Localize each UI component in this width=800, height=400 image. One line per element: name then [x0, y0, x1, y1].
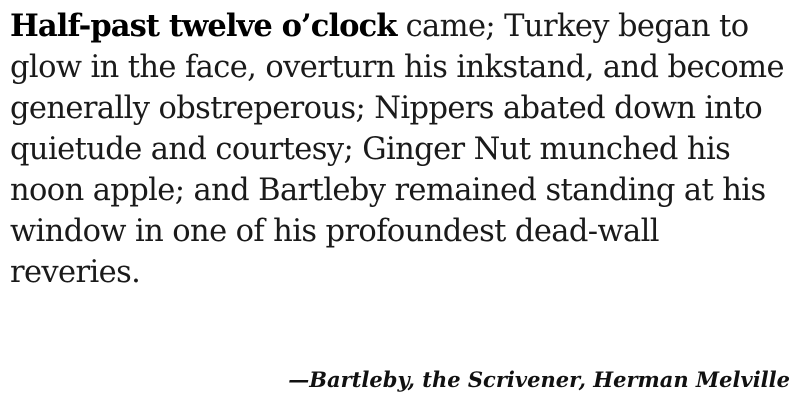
quote-body-text: came; Turkey began to glow in the face, overturn his inkstand, and become generally obstreperous; Nippers abated down into quietude and courtesy; Ginger Nut munched his noon apple; and Bartleby remained standing at his window in one of his profoundest dead-wall reveries.	[10, 9, 784, 290]
quote-attribution: —Bartleby, the Scrivener, Herman Melville	[288, 367, 790, 392]
quote-lead-text: Half-past twelve o’clock	[10, 8, 397, 44]
quote-paragraph	[10, 6, 785, 293]
